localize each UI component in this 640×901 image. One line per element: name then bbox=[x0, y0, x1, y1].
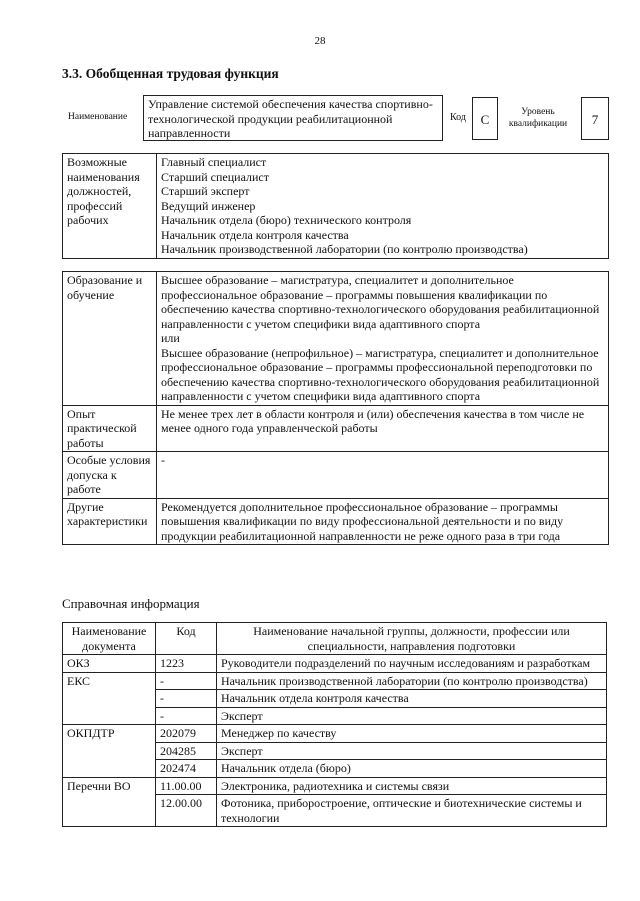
table-header-row bbox=[63, 623, 607, 655]
title-cell: Электроника, радиотехника и системы связи bbox=[217, 777, 607, 795]
position-item: Главный специалист bbox=[161, 155, 267, 169]
requirement-text: Не менее трех лет в области контроля и (или) обеспечения качества в том числе не менее одного года управленческой работы bbox=[157, 405, 609, 452]
requirement-text: - bbox=[157, 452, 609, 499]
title-cell: Эксперт bbox=[217, 742, 607, 760]
column-header: Наименование начальной группы, должности, профессии или специальности, направления подготовки bbox=[217, 623, 607, 655]
reference-title: Справочная информация bbox=[62, 596, 200, 611]
column-header: Код bbox=[156, 623, 217, 655]
code-cell: 12.00.00 bbox=[156, 795, 217, 827]
code-cell: 11.00.00 bbox=[156, 777, 217, 795]
requirement-label: Образование и обучение bbox=[63, 272, 157, 406]
requirement-text bbox=[157, 272, 609, 406]
title-cell: Руководители подразделений по научным исследованиям и разработкам bbox=[217, 655, 607, 673]
table-row bbox=[63, 655, 607, 673]
name-label: Наименование bbox=[68, 112, 128, 122]
positions-label: Возможные наименования должностей, профессий рабочих bbox=[63, 154, 157, 259]
title-cell: Менеджер по качеству bbox=[217, 725, 607, 743]
positions-table bbox=[62, 153, 609, 259]
doc-cell: ЕКС bbox=[63, 672, 156, 725]
position-item: Ведущий инженер bbox=[161, 198, 256, 213]
table-row bbox=[63, 725, 607, 743]
requirement-label: Особые условия допуска к работе bbox=[63, 452, 157, 499]
code-cell: 202079 bbox=[156, 725, 217, 743]
position-item: Начальник производственной лаборатории (по контролю производства) bbox=[161, 242, 528, 256]
table-row bbox=[63, 672, 607, 690]
table-row bbox=[63, 498, 609, 545]
title-cell: Начальник отдела контроля качества bbox=[217, 690, 607, 708]
table-row bbox=[63, 272, 609, 406]
level-label: Уровень квалификации bbox=[508, 107, 568, 129]
requirement-label: Другие характеристики bbox=[63, 498, 157, 545]
requirement-text: Рекомендуется дополнительное профессиональное образование – программы повышения квалификации по виду профессиональной деятельности и по виду продукции реабилитационной направленности не реже одного раза в три года bbox=[157, 498, 609, 545]
table-row bbox=[63, 777, 607, 795]
position-item: Начальник отдела контроля качества bbox=[161, 227, 349, 242]
requirement-line: Высшее образование (непрофильное) – магистратура, специалитет и дополнительное профессиональное образование – программы профессиональной переподготовки по обеспечению качества спортивно-технологического оборудования реабилитационной направленности с учетом специфики вида адаптивного спорта bbox=[161, 345, 600, 403]
title-cell: Начальник производственной лаборатории (по контролю производства) bbox=[217, 672, 607, 690]
requirement-line: Высшее образование – магистратура, специалитет и дополнительное профессиональное образование – программы повышения квалификации по обеспечению качества спортивно-технологического оборудования реабилитационной направленности с учетом специфики вида адаптивного спорта bbox=[161, 273, 600, 331]
title-cell: Эксперт bbox=[217, 707, 607, 725]
page-number: 28 bbox=[314, 35, 326, 47]
requirement-line: или bbox=[161, 331, 180, 345]
code-cell: 202474 bbox=[156, 760, 217, 778]
code-cell: - bbox=[156, 707, 217, 725]
table-row bbox=[63, 452, 609, 499]
position-item: Старший эксперт bbox=[161, 184, 250, 198]
code-cell: 1223 bbox=[156, 655, 217, 673]
requirement-label: Опыт практической работы bbox=[63, 405, 157, 452]
doc-cell: ОКЗ bbox=[63, 655, 156, 673]
section-title: 3.3. Обобщенная трудовая функция bbox=[62, 66, 279, 81]
doc-cell: Перечни ВО bbox=[63, 777, 156, 827]
table-row bbox=[63, 405, 609, 452]
function-name: Управление системой обеспечения качества спортивно-технологической продукции реабилитационной направленности bbox=[143, 95, 443, 141]
code-cell: - bbox=[156, 672, 217, 690]
title-cell: Начальник отдела (бюро) bbox=[217, 760, 607, 778]
requirements-table bbox=[62, 271, 609, 545]
code-cell: - bbox=[156, 690, 217, 708]
position-item: Старший специалист bbox=[161, 169, 269, 184]
code-label: Код bbox=[450, 112, 466, 123]
position-item: Начальник отдела (бюро) технического контроля bbox=[161, 213, 412, 227]
column-header: Наименование документа bbox=[63, 623, 156, 655]
positions-list bbox=[157, 154, 609, 259]
code-value: C bbox=[472, 97, 498, 140]
code-cell: 204285 bbox=[156, 742, 217, 760]
title-cell: Фотоника, приборостроение, оптические и биотехнические системы и технологии bbox=[217, 795, 607, 827]
doc-cell: ОКПДТР bbox=[63, 725, 156, 778]
reference-table bbox=[62, 622, 607, 827]
level-value: 7 bbox=[581, 97, 609, 140]
